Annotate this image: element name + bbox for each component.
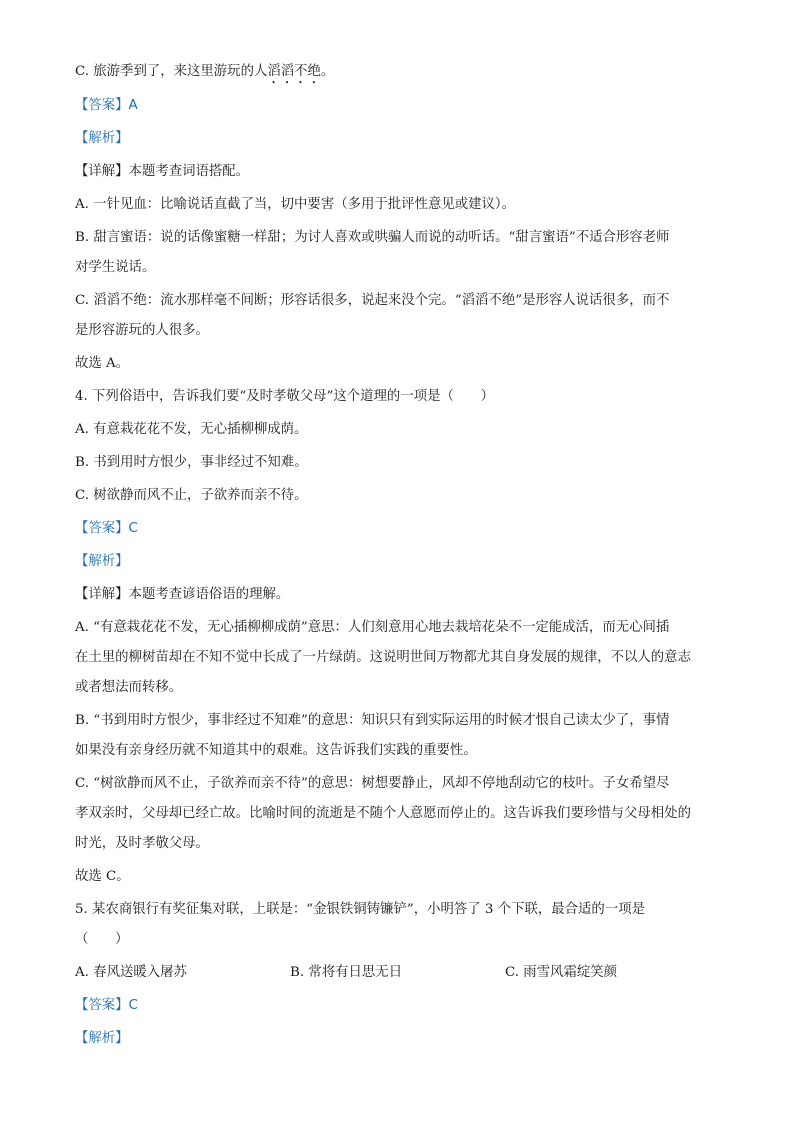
q4-analysis-label: 【解析】 — [75, 554, 129, 569]
q3-detail-line: A. 一针见血：比喻说话直截了当，切中要害（多用于批评性意见或建议）。 — [75, 197, 515, 212]
q4-option-b: B. 书到用时方恨少，事非经过不知难。 — [75, 455, 308, 470]
q3-detail: 【详解】本题考查词语搭配。 — [75, 164, 250, 179]
q4-answer: 【答案】C — [75, 521, 138, 536]
q4-question: 4. 下列俗语中，告诉我们要“及时孝敬父母”这个道理的一项是（ ） — [75, 389, 495, 404]
q4-detail-line: 孝双亲时，父母却已经亡故。比喻时间的流逝是不随个人意愿而停止的。这告诉我们要珍惜与父母相处的 — [75, 806, 691, 821]
q4-detail-line: C. “树欲静而风不止，子欲养而亲不待”的意思：树想要静止，风却不停地刮动它的枝叶。子女希望尽 — [75, 776, 670, 791]
q3-option-c-emphasis: 滔滔不绝 — [267, 64, 321, 79]
q3-detail-line: 对学生说话。 — [75, 260, 156, 275]
q4-option-a: A. 有意栽花花不发，无心插柳柳成荫。 — [75, 422, 308, 437]
q4-detail-line: 时光，及时孝敬父母。 — [75, 836, 209, 851]
q5-analysis-label: 【解析】 — [75, 1031, 129, 1046]
q5-answer: 【答案】C — [75, 998, 138, 1013]
q4-detail-line: A. “有意栽花花不发，无心插柳柳成荫”意思：人们刻意用心地去栽培花朵不一定能成活，而无心间插 — [75, 620, 670, 635]
q5-bracket: （ ） — [75, 932, 129, 947]
q4-detail-line: 在土里的柳树苗却在不知不觉中长成了一片绿荫。这说明世间万物都尤其自身发展的规律，不以人的意志 — [75, 650, 691, 665]
q3-answer: 【答案】A — [75, 98, 138, 113]
q5-question: 5. 某农商银行有奖征集对联，上联是：“金银铁铜铸镰铲”，小明答了 3 个下联，最合适的一项是 — [75, 902, 645, 917]
q3-detail-line: C. 滔滔不绝：流水那样毫不间断；形容话很多，说起来没个完。“滔滔不绝”是形容人说话很多，而不 — [75, 293, 670, 308]
q3-option-c: C. 旅游季到了，来这里游玩的人滔滔不绝。 — [75, 64, 335, 79]
q4-option-c: C. 树欲静而风不止，子欲养而亲不待。 — [75, 488, 308, 503]
q3-conclusion: 故选 A。 — [75, 356, 130, 371]
q4-detail-line: 或者想法而转移。 — [75, 680, 183, 695]
q5-option-c: C. 雨雪风霜绽笑颜 — [505, 965, 618, 980]
q5-option-b: B. 常将有日思无日 — [290, 965, 403, 980]
q3-detail-line: B. 甜言蜜语：说的话像蜜糖一样甜；为讨人喜欢或哄骗人而说的动听话。“甜言蜜语”不适合形容老师 — [75, 230, 670, 245]
q3-analysis-label: 【解析】 — [75, 131, 129, 146]
q4-detail-line: B. “书到用时方恨少，事非经过不知难”的意思：知识只有到实际运用的时候才恨自己读太少了，事情 — [75, 713, 670, 728]
q4-conclusion: 故选 C。 — [75, 869, 130, 884]
q3-detail-line: 是形容游玩的人很多。 — [75, 323, 209, 338]
q4-detail-line: 如果没有亲身经历就不知道其中的艰难。这告诉我们实践的重要性。 — [75, 743, 477, 758]
q5-option-a: A. 春风送暖入屠苏 — [75, 965, 187, 980]
q4-detail: 【详解】本题考查谚语俗语的理解。 — [75, 587, 290, 602]
